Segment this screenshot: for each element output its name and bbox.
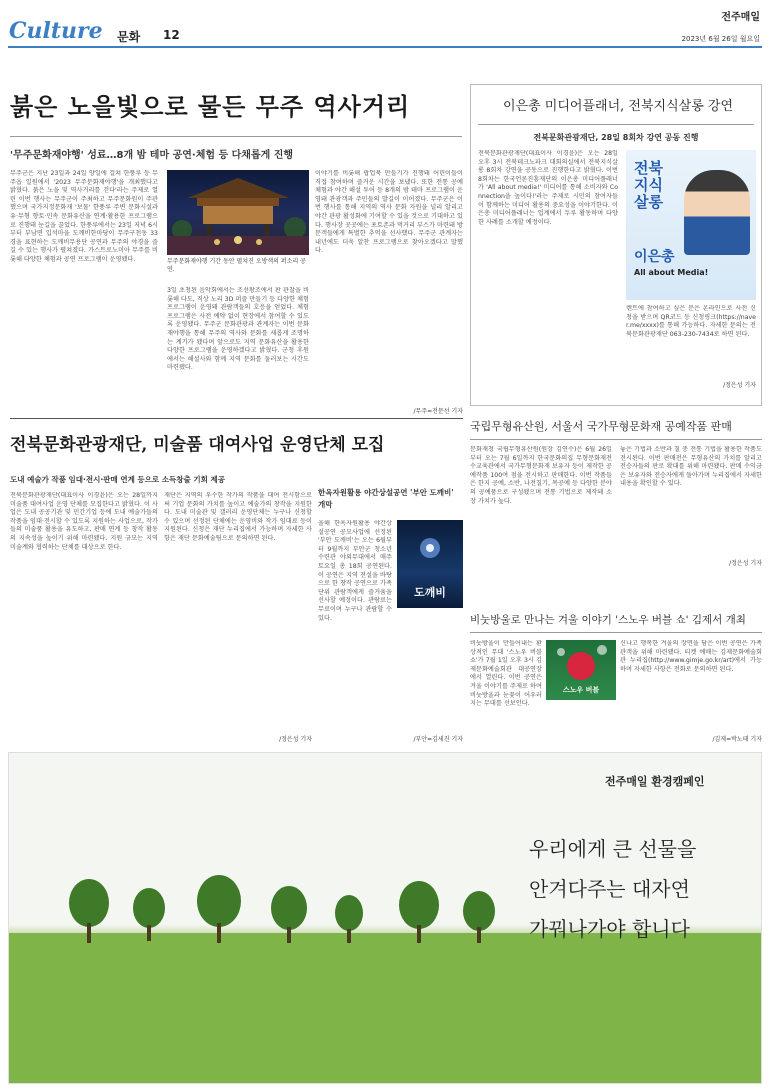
lecture-title: 이은총 미디어플래너, 전북지식살롱 강연	[502, 99, 733, 114]
poster-name: 이은총	[634, 249, 675, 265]
winter-divider	[470, 632, 762, 633]
lecture-col-2: 렌트에 참여하고 싶은 분은 온라인으로 사전 신청을 받으며 QR코드 등 신청링크(https://naver.me/xxxx)를 통해 가능하다. 자세한 문의는 전북문화관광재단 063-230-7434로 하면 된다.	[626, 305, 756, 338]
ad-line-3: 가꿔나가야 합니다	[529, 917, 690, 941]
photo-caption: 무주문화재야행 기간 동안 펼쳐진 오방색의 퍼소리 공연.	[167, 258, 306, 273]
play-poster-text: 도깨비	[414, 586, 446, 599]
play-body: 올해 한옥자원활용 야간상설공연 공모사업에 선정된 '부안 도깨비'는 오는 6월부터 9월까지 부안군 청소년수련관 야외무대에서 매주 토요일 총 18회 공연된다. 이 공연은 지역 전설을 바탕으로 한 창작 공연으로 가족 단위 관람객에게 즐거움을 선사할 예정이다. 관람료는 무료이며 누구나 관람할 수 있다.	[318, 520, 392, 622]
craft-title: 국립무형유산원, 서울서 국가무형문화재 공예작품 판매	[470, 420, 732, 433]
issue-date: 2023년 6월 26일 월요일	[681, 35, 760, 43]
ad-line-2: 안겨다주는 대자연	[529, 877, 690, 901]
play-title: 한옥자원활용 야간상설공연 '부안 도깨비' 개막	[318, 488, 454, 509]
main-col-2: 3일 초청된 음악회에서는 조선왕조에서 판 관찰을 비롯해 다도, 직상 노리 3D 퍼즐 만들기 등 다양한 체험 프로그램이 운영돼 관람객들의 호응을 얻었다. 체험 프로그램은 사전 예약 없이 현장에서 참여할 수 있도록 운영됐다. 무주군 문화관광과 관계자는 이번 문화재야행을 통해 무주의 역사와 문화를 새롭게 조명하는 계기가 됐다며 앞으로도 지역 문화유산을 활용한 다양한 프로그램을 운영하겠다고 밝혔다. 군청 후원에서는 해설사와 함께 지역 문화를 둘러보는 시간도 마련됐다.	[167, 287, 309, 372]
main-col-1: 무주군은 지난 23일과 24일 양일에 걸쳐 한풍루 등 무주읍 일원에서 '2023 무주문화재야행'을 개최했다고 밝혔다. 붉은 노을 및 역사거리를 걷다'라는 주제로 열린 이번 행사는 무주군이 주최하고 무주문화원이 주관했으며 국가지정문화재 '보물' 한풍루 주변 문화시설과 유·무형 향토·민속 문화유산을 연계·활용한 프로그램으로 진행돼 눈길을 끌었다. 한풍루에서는 23일 저녁 6시부터 부남면 입석마을 도깨비한마당이 무주구천동 33경을 표현하는 도깨비무용단 공연과 무주의 야경을 즐길 수 있는 행사가 펼쳐졌다. 가스트로노미아 무주를 비롯해 다양한 체험과 공연 프로그램이 운영됐다.	[10, 170, 158, 263]
lecture-col-1: 전북문화관광재단(대표이사 이경윤)은 오는 28일 오후 3시 전북테크노파크 대회의실에서 전북지식살롱 8회차 강연을 공동으로 진행한다고 밝혔다. 이번 8회차는 한국언론진흥재단의 이은총 미디어플래너가 'All about media!' 미디어를 통해 소비자와 Connection을 높이다!'라는 주제로 시민의 참여자들이 함께하는 미디어 활용의 중요성을 이야기한다. 이은총 미디어플래너는 업계에서 두루 활동하며 다양한 사례를 소개할 예정이다.	[478, 150, 618, 226]
winter-title: 비눗방울로 만나는 겨울 이야기 '스노우 버블 쇼' 김제서 개최	[470, 614, 746, 626]
rental-subhead: 도내 예술가 작품 임대·전시·판매 연계 등으로 소득창출 기회 제공	[10, 475, 225, 484]
main-headline: 붉은 노을빛으로 물든 무주 역사거리	[10, 93, 411, 121]
headline-divider	[10, 136, 462, 137]
page-number: 12	[163, 28, 180, 42]
poster-title: 전북 지식 살롱	[634, 159, 663, 211]
main-subhead: '무주문화재야행' 성료…8개 밤 테마 공연·체험 등 다채롭게 진행	[10, 150, 294, 161]
winter-poster	[546, 640, 616, 700]
craft-col-1: 문화재청 국립무형유산원(원장 김연수)은 6월 26일부터 오는 7월 6일까지 한국문화의집 무형문화재전수교육관에서 국가무형문화재 보유자 등이 제작한 공예작품 100여 점을 전시하고 판매한다. 이번 작품들은 한지 공예, 소반, 나전칠기, 목공예 등 다양한 분야의 공예품으로 구성됐으며 전통 기법으로 제작돼 소장 가치가 높다.	[470, 446, 612, 505]
speaker-photo	[684, 170, 750, 255]
play-poster	[397, 520, 463, 608]
rental-top-rule	[10, 418, 463, 419]
winter-credit: /김제=박노태 기자	[712, 736, 762, 743]
paper-name: 전주매일	[721, 12, 760, 23]
winter-poster-text: 스노우 버블	[562, 686, 600, 694]
winter-col-1: 비눗방울이 만들어내는 환상적인 무대 '스노우 버블 쇼'가 7월 1일 오후 3시 김제문화예술회관 대공연장에서 열린다. 이번 공연은 겨울 이야기를 주제로 하여 비눗방울과 눈꽃이 어우러지는 무대를 선보인다.	[470, 640, 542, 708]
campaign-ad	[8, 752, 762, 1084]
ad-brand: 전주매일 환경캠페인	[605, 775, 705, 788]
rental-col-2: 재단은 지역의 우수한 작가의 작품을 대여 전시함으로써 기업 문화의 가치를 높이고 예술가의 창작을 지원한다. 도내 미술관 및 갤러리 운영단체는 누구나 신청할 수 있으며 선정된 단체에는 운영비와 작가 임대료 등이 지원된다. 신청은 재단 누리집에서 가능하며 자세한 사항은 재단 문화예술팀으로 문의하면 된다.	[164, 492, 312, 542]
festival-photo	[167, 170, 309, 255]
lecture-credit: /정은성 기자	[723, 382, 756, 389]
rental-col-1: 전북문화관광재단(대표이사 이경윤)은 오는 28일까지 미술품 대여사업 운영 단체를 모집한다고 밝혔다. 이 사업은 도내 공공기관 및 민간기업 등에 도내 예술가들의 작품을 임대·전시할 수 있도록 지원하는 사업으로, 작가들의 미술품 활용을 유도하고, 판매 연계 등 창작 활동의 지속성을 높이기 위해 마련됐다. 지원 규모는 지역 미술계와 협력하는 단체를 대상으로 한다.	[10, 492, 158, 551]
main-col-3: 이야기를 비롯해 팝업북 만들기가 진행돼 어린이들이 직접 참여하며 즐거운 시간을 보냈다. 또한 전통 공예 체험과 야간 해설 투어 등 8개의 밤 테마 프로그램이 운영돼 관광객과 주민들의 발길이 이어졌다. 무주군은 이번 행사를 통해 지역의 역사 문화 자원을 널리 알리고 야간 관광 활성화에 기여할 수 있을 것으로 기대하고 있다. 행사장 곳곳에는 포토존과 먹거리 부스가 마련돼 방문객들에게 특별한 추억을 선사했다. 무주군 관계자는 내년에도 더욱 알찬 프로그램으로 찾아오겠다고 말했다.	[315, 170, 463, 255]
craft-credit: /정은성 기자	[729, 560, 762, 567]
lecture-divider	[478, 124, 754, 125]
section-name: Culture	[9, 18, 103, 44]
rental-title: 전북문화관광재단, 미술품 대여사업 운영단체 모집	[10, 435, 385, 455]
craft-col-2: 놓은 기법과 소반과 칠 중 전통 기법을 활용한 작품도 전시된다. 이번 판매전은 무형유산의 가치를 알리고 전승자들의 판로 확대를 위해 마련됐다. 판매 수익금은 보유자와 전승자에게 돌아가며 누리집에서 자세한 내용을 확인할 수 있다.	[620, 446, 762, 488]
ad-line-1: 우리에게 큰 선물을	[529, 837, 697, 861]
main-credit: /무주=전문선 기자	[413, 408, 463, 415]
rental-credit: /정은성 기자	[279, 736, 312, 743]
poster-topic: All about Media!	[634, 268, 709, 277]
lecture-subtitle: 전북문화관광재단, 28일 8회차 강연 공동 진행	[533, 133, 699, 142]
lecture-poster	[626, 150, 756, 300]
play-credit: /부안=김세진 기자	[413, 736, 463, 743]
pavilion-illustration	[167, 170, 309, 255]
section-name-ko: 문화	[117, 30, 141, 44]
masthead-rule	[8, 46, 762, 48]
winter-col-2: 신나고 행복한 겨울의 장면을 담은 이번 공연은 가족 관객을 위해 마련됐다. 티켓 예매는 김제문화예술회관 누리집(http://www.gimje.go.kr/art)에서 가능하며 자세한 사항은 전화로 문의하면 된다.	[620, 640, 762, 673]
craft-divider	[470, 439, 762, 440]
goblin-light-icon	[397, 520, 463, 580]
